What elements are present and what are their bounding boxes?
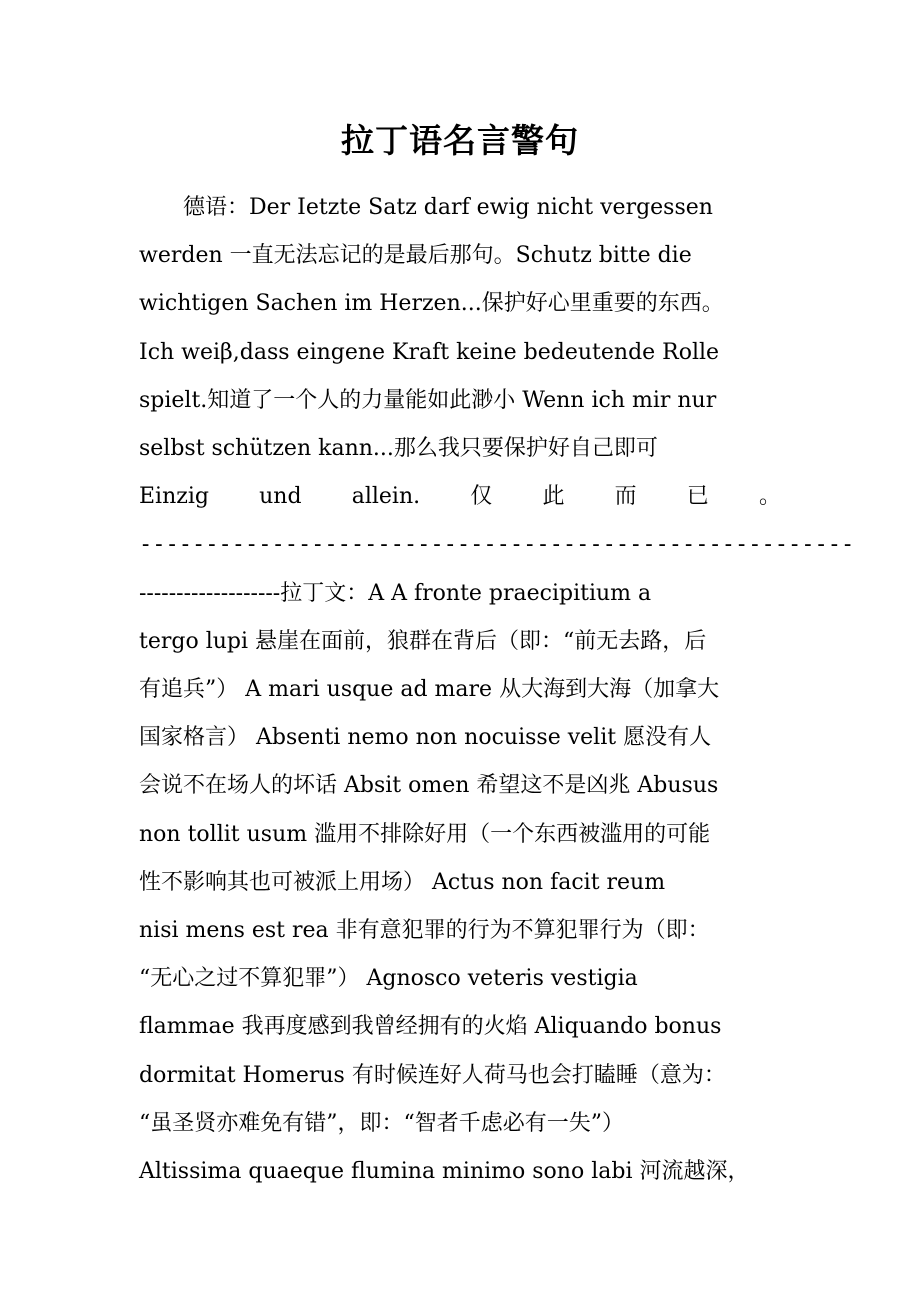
body-line: Ich weiβ,dass eingene Kraft keine bedeutende Rolle [139, 339, 720, 365]
body-line: 性不影响其也可被派上用场） Actus non facit reum [139, 869, 666, 895]
body-line: 德语：Der Ietzte Satz darf ewig nicht vergessen [139, 195, 713, 220]
body-line: “虽圣贤亦难免有错”，即：“智者千虑必有一失”） [139, 1110, 624, 1136]
body-word: 。 [758, 484, 781, 510]
body-line: flammae 我再度感到我曾经拥有的火焰 Aliquando bonus [139, 1014, 722, 1040]
body-word: 而 [614, 484, 637, 510]
body-line: non tollit usum 滥用不排除好用（一个东西被滥用的可能 [139, 821, 711, 847]
body-line-justified [139, 473, 781, 521]
body-word: Einzig [139, 484, 209, 510]
body-word: 仅 [470, 484, 493, 510]
body-line: werden 一直无法忘记的是最后那句。Schutz bitte die [139, 243, 692, 269]
body-line: -------------------拉丁文：A A fronte praecipitium a [139, 580, 652, 606]
body-line: 会说不在场人的坏话 Absit omen 希望这不是凶兆 Abusus [139, 773, 719, 799]
body-word: 已 [686, 484, 709, 510]
body-word: allein. [351, 484, 421, 510]
body-line: nisi mens est rea 非有意犯罪的行为不算犯罪行为（即： [139, 918, 710, 943]
body-word: und [259, 484, 302, 510]
body-line: Altissima quaeque flumina minimo sono labi 河流越深， [139, 1159, 750, 1184]
body-line: tergo lupi 悬崖在面前，狼群在背后（即：“前无去路，后 [139, 628, 707, 654]
body-line: dormitat Homerus 有时候连好人荷马也会打瞌睡（意为： [139, 1062, 726, 1088]
document-title: 拉丁语名言警句 [341, 121, 579, 160]
body-line: 有追兵”） A mari usque ad mare 从大海到大海（加拿大 [139, 677, 720, 702]
body-line: selbst schützen kann...那么我只要保护好自己即可 [139, 436, 658, 461]
body-line: “无心之过不算犯罪”） Agnosco veteris vestigia [139, 966, 638, 992]
body-line: spielt.知道了一个人的力量能如此渺小 Wenn ich mir nur [139, 387, 717, 413]
body-line: wichtigen Sachen im Herzen...保护好心里重要的东西。 [139, 291, 724, 317]
body-word: 此 [542, 484, 565, 510]
separator-line: ------------------------------------------------------ [139, 532, 855, 558]
body-line: 国家格言） Absenti nemo non nocuisse velit 愿没有人 [139, 725, 712, 751]
